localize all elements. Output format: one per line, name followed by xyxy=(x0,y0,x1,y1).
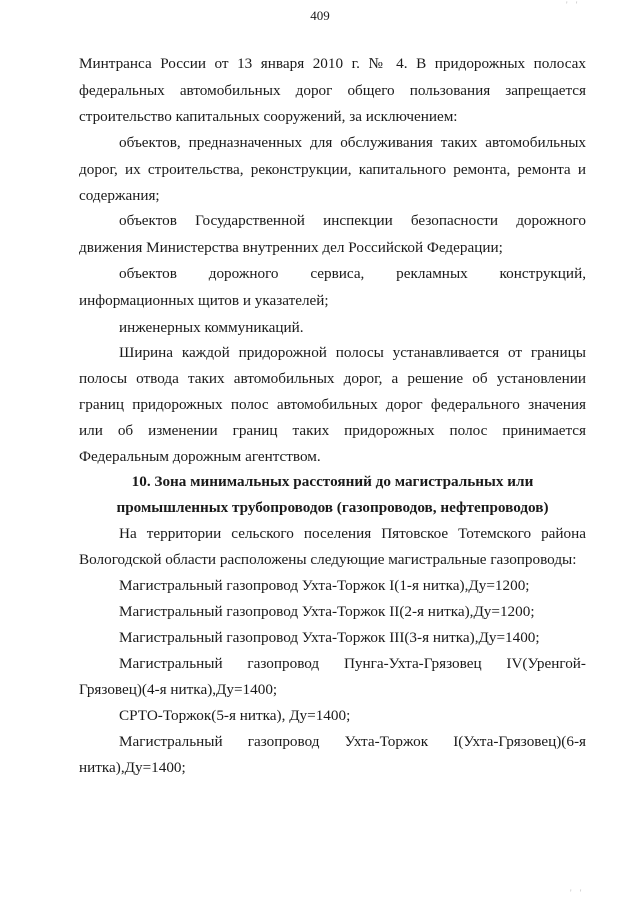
text-line: строительство капитальных сооружений, за исключением: xyxy=(79,108,458,125)
text-line: объектов, предназначенных для обслуживания таких автомобильных xyxy=(119,134,586,151)
text-line: содержания; xyxy=(79,187,160,204)
text-line: Ширина каждой придорожной полосы устанавливается от границы xyxy=(119,344,586,361)
text-line: полосы отвода таких автомобильных дорог, а решение об установлении xyxy=(79,370,586,387)
text-line: Магистральный газопровод Ухта-Торжок III(3-я нитка),Ду=1400; xyxy=(119,629,540,646)
text-line: объектов дорожного сервиса, рекламных конструкций, xyxy=(119,265,586,282)
text-line: СРТО-Торжок(5-я нитка), Ду=1400; xyxy=(119,707,351,724)
text-line: нитка),Ду=1400; xyxy=(79,759,186,776)
text-line: дорог, их строительства, реконструкции, капитального ремонта, ремонта и xyxy=(79,161,586,178)
text-line: Грязовец)(4-я нитка),Ду=1400; xyxy=(79,681,278,698)
section-heading: промышленных трубопроводов (газопроводов, нефтепроводов) xyxy=(116,499,549,516)
text-line: Магистральный газопровод Пунга-Ухта-Грязовец IV(Уренгой- xyxy=(119,655,586,672)
text-line: объектов Государственной инспекции безопасности дорожного xyxy=(119,212,586,229)
text-line: Минтранса России от 13 января 2010 г. № 4. В придорожных полосах xyxy=(79,55,586,72)
text-line: Федеральным дорожным агентством. xyxy=(79,448,321,465)
text-line: инженерных коммуникаций. xyxy=(119,319,304,336)
text-line: федеральных автомобильных дорог общего пользования запрещается xyxy=(79,82,586,99)
text-line: границ придорожных полос автомобильных дорог федерального значения xyxy=(79,396,586,413)
text-line: На территории сельского поселения Пятовское Тотемского района xyxy=(119,525,586,542)
corner-mark-bottom: ' ' xyxy=(570,888,585,898)
text-line: Магистральный газопровод Ухта-Торжок I(1-я нитка),Ду=1200; xyxy=(119,577,530,594)
text-line: движения Министерства внутренних дел Российской Федерации; xyxy=(79,239,503,256)
text-line: информационных щитов и указателей; xyxy=(79,292,329,309)
section-heading: 10. Зона минимальных расстояний до магистральных или xyxy=(131,473,534,490)
text-line: или об изменении границ таких придорожных полос принимается xyxy=(79,422,586,439)
text-line: Магистральный газопровод Ухта-Торжок II(2-я нитка),Ду=1200; xyxy=(119,603,535,620)
text-line: Вологодской области расположены следующие магистральные газопроводы: xyxy=(79,551,577,568)
text-line: Магистральный газопровод Ухта-Торжок I(Ухта-Грязовец)(6-я xyxy=(119,733,586,750)
page-number: 409 xyxy=(310,8,330,23)
corner-mark-top: ' ' xyxy=(566,0,581,10)
